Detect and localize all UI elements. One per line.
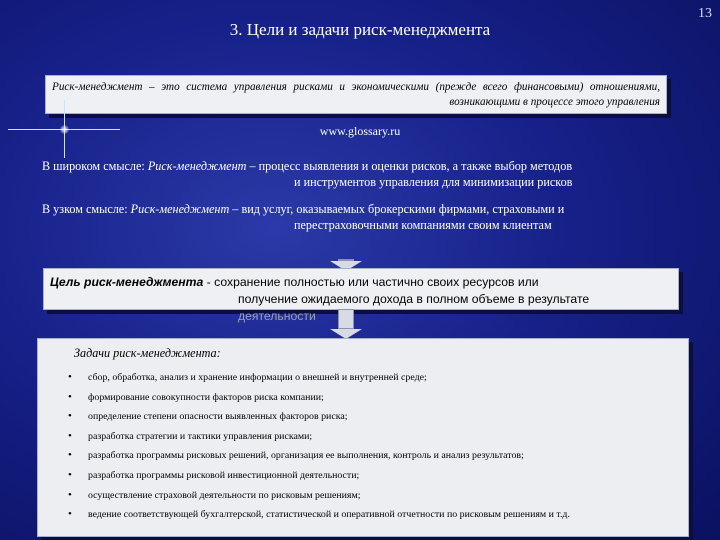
broad-term: Риск-менеджмент [147, 159, 247, 173]
broad-prefix: В широком смысле: [42, 159, 148, 173]
list-item: • ведение соответствующей бухгалтерской, статистической и оперативной отчетности по рисковым решениям и т.д. [68, 505, 688, 525]
down-arrow-icon [330, 309, 362, 339]
list-item: • определение степени опасности выявленных факторов риска; [68, 407, 688, 427]
narrow-term: Риск-менеджмент [130, 202, 230, 216]
narrow-prefix: В узком смысле: [42, 202, 131, 216]
broad-line-2: и инструментов управления для минимизации рисков [294, 175, 573, 189]
goal-term: Цель риск-менеджмента [50, 275, 204, 289]
narrow-line-2: перестраховочными компаниями своим клиентам [294, 218, 552, 232]
list-item: • разработка стратегии и тактики управления рисками; [68, 427, 688, 447]
source-link[interactable]: www.glossary.ru [319, 124, 401, 138]
definition-line-2: финансовыми) отношениями, возникающими в процессе этого управления [449, 81, 660, 108]
list-item: • формирование совокупности факторов риска компании; [68, 388, 688, 408]
goal-line-3: деятельности [238, 309, 316, 323]
tasks-title-text: Задачи риск-менеджмента [74, 346, 217, 360]
list-item: • осуществление страховой деятельности по рисковым решениям; [68, 486, 688, 506]
list-item: • разработка программы рисковых решений, организация ее выполнения, контроль и анализ результатов; [68, 446, 688, 466]
tasks-box [37, 338, 689, 537]
definition-line-1: Риск-менеджмент – это система управления рисками и экономическими (прежде всего [52, 81, 508, 93]
list-item: • сбор, обработка, анализ и хранение информации о внешней и внутренней среде; [68, 368, 688, 388]
broad-line-1: – процесс выявления и оценки рисков, а также выбор методов [246, 159, 573, 173]
goal-line-1: - сохранение полностью или частично своих ресурсов или [203, 275, 539, 289]
tasks-title-colon: : [216, 346, 221, 360]
narrow-line-1: – вид услуг, оказываемых брокерскими фирмами, страховыми и [229, 202, 565, 216]
tasks-list [38, 368, 688, 525]
narrow-meaning [42, 201, 682, 233]
definition-box [45, 75, 667, 114]
tasks-title [74, 346, 688, 361]
goal-box [43, 268, 679, 323]
slide-title: 3. Цели и задачи риск-менеджмента [229, 20, 491, 39]
slide-number: 13 [698, 6, 712, 21]
goal-line-2-text: получение ожидаемого дохода в полном объеме в результате [238, 292, 590, 306]
broad-meaning [42, 158, 682, 190]
definition-text [52, 80, 660, 110]
list-item: • разработка программы рисковой инвестиционной деятельности; [68, 466, 688, 486]
